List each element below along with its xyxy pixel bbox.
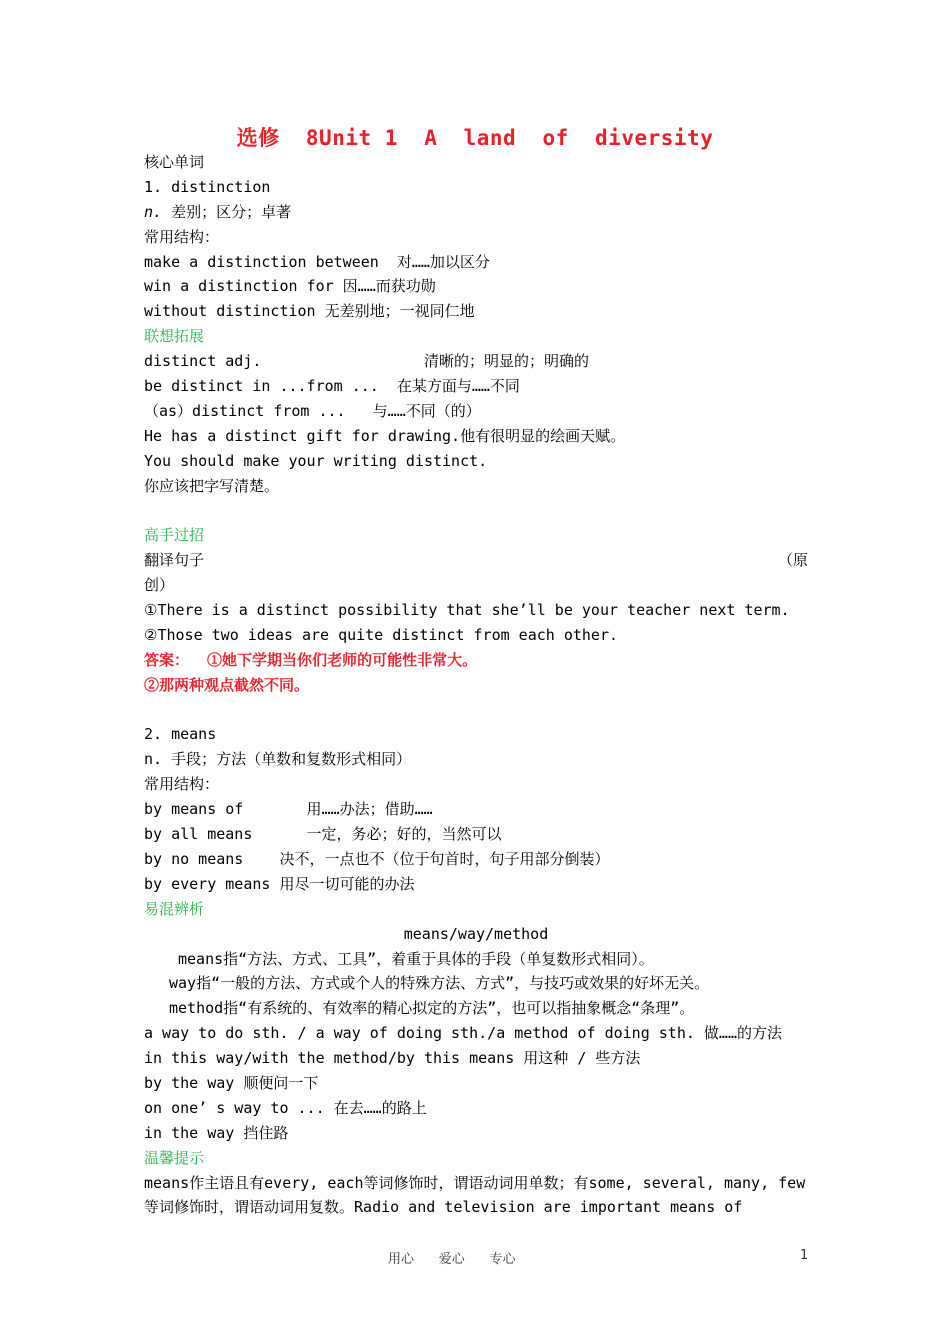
word-entry-distinction: 1. distinction [144,177,271,196]
tip-text: means作主语且有every, each等词修饰时，谓语动词用单数；有some, several, many, few [144,1173,806,1192]
comparison-note: method指“有系统的、有效率的精心拟定的方法”，也可以指抽象概念“条理”。 [169,999,695,1018]
blank-line [144,498,808,523]
section-heading-confusable: 易混辨析 [144,899,205,918]
comparison-note: way指“一般的方法、方式或个人的特殊方法、方式”，与技巧或效果的好坏无关。 [169,974,710,993]
source-note: （原 [777,551,808,570]
tip-text: 等词修饰时，谓语动词用复数。Radio and television are important means of [144,1198,743,1217]
phrase-line: win a distinction for 因……而获功勋 [144,277,436,296]
phrase-line: make a distinction between 对……加以区分 [144,252,490,271]
phrase-line: （as）distinct from ... 与……不同（的） [144,401,481,420]
example-sentence: He has a distinct gift for drawing.他有很明显的绘画天赋。 [144,426,626,445]
source-note-continued: 创） [144,576,175,595]
section-heading-tips: 温馨提示 [144,1148,205,1167]
blank-line [144,698,808,723]
page-number: 1 [800,1248,809,1263]
section-heading-association: 联想拓展 [144,327,205,346]
phrase-line: on one’ s way to ... 在去……的路上 [144,1098,427,1117]
phrase-line: be distinct in ...from ... 在某方面与……不同 [144,377,520,396]
structure-label: 常用结构： [144,775,220,794]
phrase-line: by means of 用……办法；借助…… [144,800,433,819]
answer-line: ②那两种观点截然不同。 [144,675,310,694]
pos-label: n. [144,202,163,221]
phrase-line: in this way/with the method/by this means 用这种 / 些方法 [144,1049,641,1068]
example-translation: 你应该把字写清楚。 [144,476,280,495]
example-sentence: You should make your writing distinct. [144,451,488,470]
exercise-heading: 翻译句子 [144,551,205,570]
phrase-line: distinct adj. 清晰的；明显的；明确的 [144,352,589,371]
page-footer [0,1248,950,1268]
exercise-sentence: ①There is a distinct possibility that she’ll be your teacher next term. [144,601,790,620]
section-heading-practice: 高手过招 [144,526,205,545]
word-entry-means: 2. means [144,725,217,744]
definition-text: 差别；区分；卓著 [171,202,292,221]
phrase-line: by the way 顺便问一下 [144,1073,319,1092]
phrase-line: by no means 决不，一点也不（位于句首时，句子用部分倒装） [144,849,610,868]
definition-means: n. 手段；方法（单数和复数形式相同） [144,750,412,769]
phrase-line: by all means 一定，务必；好的，当然可以 [144,825,502,844]
comparison-title: means/way/method [403,924,549,943]
section-heading-core-words: 核心单词 [144,153,205,171]
phrase-line: by every means 用尽一切可能的办法 [144,874,415,893]
definition-distinction [144,200,808,225]
structure-label: 常用结构： [144,227,220,246]
exercise-heading-row [144,548,808,573]
exercise-sentence: ②Those two ideas are quite distinct from each other. [144,625,619,644]
page-title: 选修 8Unit 1 A land of diversity [236,126,714,150]
document-body [144,150,808,1220]
phrase-line: without distinction 无差别地；一视同仁地 [144,302,475,321]
comparison-note: means指“方法、方式、工具”，着重于具体的手段（单复数形式相同）。 [178,949,654,968]
phrase-line: in the way 挡住路 [144,1123,289,1142]
phrase-line: a way to do sth. / a way of doing sth./a method of doing sth. 做……的方法 [144,1024,782,1043]
footer-motto: 用心 爱心 专心 [388,1252,516,1267]
answer-line: 答案： ①她下学期当你们老师的可能性非常大。 [144,650,478,669]
